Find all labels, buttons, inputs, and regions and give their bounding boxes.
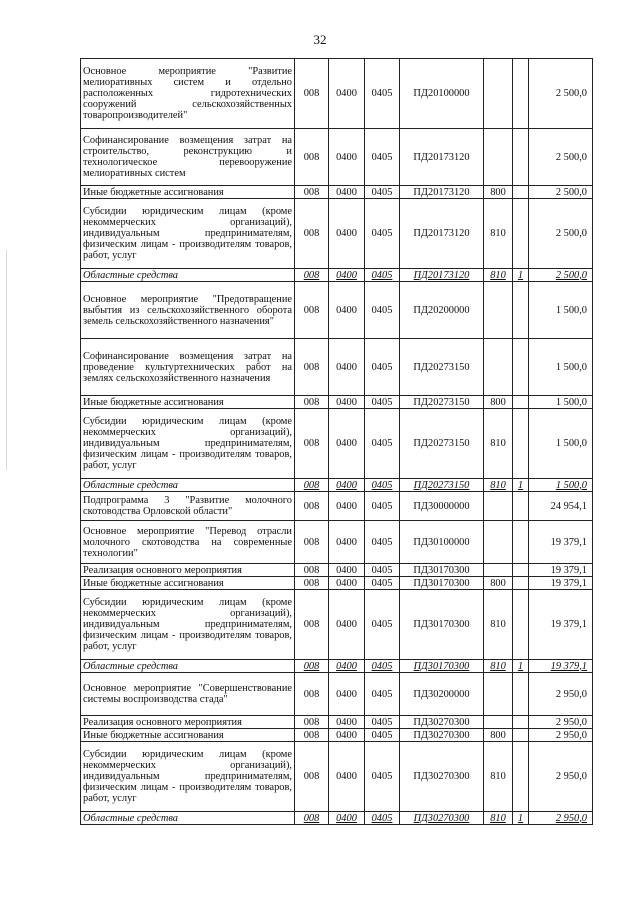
table-row [81, 742, 593, 812]
section-code-cell: 0400 [329, 199, 365, 269]
expense-type-cell [484, 339, 513, 396]
subsection-code-cell: 0405 [365, 590, 400, 660]
subsection-code-cell: 0405 [365, 479, 400, 492]
table-row [81, 716, 593, 729]
subsection-code-cell: 0405 [365, 673, 400, 716]
ministry-code-cell: 008 [295, 729, 329, 742]
funding-source-cell [513, 673, 529, 716]
expense-type-cell [484, 564, 513, 577]
subsection-code-cell: 0405 [365, 59, 400, 129]
expense-type-cell: 800 [484, 186, 513, 199]
subsection-code-cell: 0405 [365, 812, 400, 825]
budget-table [80, 58, 593, 825]
section-code-cell: 0400 [329, 577, 365, 590]
expense-type-cell [484, 59, 513, 129]
table-row [81, 199, 593, 269]
ministry-code-cell: 008 [295, 660, 329, 673]
table-row [81, 673, 593, 716]
row-name-cell: Иные бюджетные ассигнования [81, 577, 295, 590]
section-code-cell: 0400 [329, 673, 365, 716]
target-article-cell: ПД20173120 [400, 129, 484, 186]
table-row [81, 282, 593, 339]
funding-source-cell: 1 [513, 269, 529, 282]
subsection-code-cell: 0405 [365, 492, 400, 521]
target-article-cell: ПД20273150 [400, 409, 484, 479]
ministry-code-cell: 008 [295, 521, 329, 564]
funding-source-cell [513, 129, 529, 186]
expense-type-cell: 810 [484, 590, 513, 660]
target-article-cell: ПД30270300 [400, 716, 484, 729]
expense-type-cell: 810 [484, 660, 513, 673]
amount-cell: 1 500,0 [529, 409, 593, 479]
target-article-cell: ПД20173120 [400, 269, 484, 282]
row-name-cell: Основное мероприятие "Перевод отрасли молочного скотоводства на современные технологии" [81, 521, 295, 564]
scan-margin-line [6, 250, 7, 470]
expense-type-cell: 800 [484, 577, 513, 590]
amount-cell: 1 500,0 [529, 339, 593, 396]
table-row [81, 396, 593, 409]
ministry-code-cell: 008 [295, 742, 329, 812]
subsection-code-cell: 0405 [365, 282, 400, 339]
table-row [81, 59, 593, 129]
section-code-cell: 0400 [329, 492, 365, 521]
expense-type-cell: 810 [484, 269, 513, 282]
table-row [81, 129, 593, 186]
row-name-cell: Областные средства [81, 269, 295, 282]
row-name-cell: Областные средства [81, 479, 295, 492]
ministry-code-cell: 008 [295, 479, 329, 492]
section-code-cell: 0400 [329, 282, 365, 339]
subsection-code-cell: 0405 [365, 129, 400, 186]
subsection-code-cell: 0405 [365, 186, 400, 199]
target-article-cell: ПД30100000 [400, 521, 484, 564]
expense-type-cell [484, 129, 513, 186]
amount-cell: 19 379,1 [529, 564, 593, 577]
table-row [81, 186, 593, 199]
subsection-code-cell: 0405 [365, 742, 400, 812]
expense-type-cell: 800 [484, 396, 513, 409]
subsection-code-cell: 0405 [365, 269, 400, 282]
funding-source-cell: 1 [513, 812, 529, 825]
amount-cell: 19 379,1 [529, 577, 593, 590]
amount-cell: 2 950,0 [529, 742, 593, 812]
section-code-cell: 0400 [329, 660, 365, 673]
section-code-cell: 0400 [329, 590, 365, 660]
row-name-cell: Областные средства [81, 812, 295, 825]
subsection-code-cell: 0405 [365, 577, 400, 590]
table-row [81, 479, 593, 492]
row-name-cell: Субсидии юридическим лицам (кроме некоммерческих организаций), индивидуальным предпринимателям, физическим лицам - производителям товаров, работ, услуг [81, 742, 295, 812]
amount-cell: 2 500,0 [529, 269, 593, 282]
ministry-code-cell: 008 [295, 492, 329, 521]
expense-type-cell [484, 282, 513, 339]
section-code-cell: 0400 [329, 186, 365, 199]
subsection-code-cell: 0405 [365, 199, 400, 269]
funding-source-cell [513, 199, 529, 269]
table-row [81, 492, 593, 521]
ministry-code-cell: 008 [295, 564, 329, 577]
page-number: 32 [313, 32, 327, 47]
target-article-cell: ПД30270300 [400, 812, 484, 825]
target-article-cell: ПД20173120 [400, 186, 484, 199]
funding-source-cell [513, 59, 529, 129]
section-code-cell: 0400 [329, 564, 365, 577]
target-article-cell: ПД20273150 [400, 396, 484, 409]
amount-cell: 2 950,0 [529, 716, 593, 729]
ministry-code-cell: 008 [295, 716, 329, 729]
funding-source-cell [513, 577, 529, 590]
target-article-cell: ПД30270300 [400, 742, 484, 812]
ministry-code-cell: 008 [295, 673, 329, 716]
section-code-cell: 0400 [329, 269, 365, 282]
section-code-cell: 0400 [329, 729, 365, 742]
row-name-cell: Основное мероприятие "Совершенствование системы воспроизводства стада" [81, 673, 295, 716]
table-row [81, 660, 593, 673]
row-name-cell: Реализация основного мероприятия [81, 564, 295, 577]
section-code-cell: 0400 [329, 812, 365, 825]
table-row [81, 339, 593, 396]
ministry-code-cell: 008 [295, 577, 329, 590]
table-row [81, 521, 593, 564]
ministry-code-cell: 008 [295, 590, 329, 660]
amount-cell: 19 379,1 [529, 521, 593, 564]
section-code-cell: 0400 [329, 521, 365, 564]
funding-source-cell [513, 186, 529, 199]
target-article-cell: ПД30170300 [400, 660, 484, 673]
expense-type-cell [484, 673, 513, 716]
section-code-cell: 0400 [329, 59, 365, 129]
target-article-cell: ПД30200000 [400, 673, 484, 716]
ministry-code-cell: 008 [295, 129, 329, 186]
ministry-code-cell: 008 [295, 812, 329, 825]
expense-type-cell: 800 [484, 729, 513, 742]
row-name-cell: Субсидии юридическим лицам (кроме некоммерческих организаций), индивидуальным предпринимателям, физическим лицам - производителям товаров, работ, услуг [81, 590, 295, 660]
expense-type-cell: 810 [484, 199, 513, 269]
funding-source-cell [513, 409, 529, 479]
expense-type-cell: 810 [484, 742, 513, 812]
subsection-code-cell: 0405 [365, 396, 400, 409]
subsection-code-cell: 0405 [365, 660, 400, 673]
section-code-cell: 0400 [329, 742, 365, 812]
section-code-cell: 0400 [329, 396, 365, 409]
row-name-cell: Подпрограмма 3 "Развитие молочного скотоводства Орловской области" [81, 492, 295, 521]
ministry-code-cell: 008 [295, 59, 329, 129]
row-name-cell: Основное мероприятие "Предотвращение выбытия из сельскохозяйственного оборота земель сельскохозяйственного назначения" [81, 282, 295, 339]
ministry-code-cell: 008 [295, 282, 329, 339]
expense-type-cell [484, 521, 513, 564]
row-name-cell: Софинансирование возмещения затрат на проведение культуртехнических работ на землях сельскохозяйственного назначения [81, 339, 295, 396]
funding-source-cell [513, 282, 529, 339]
subsection-code-cell: 0405 [365, 521, 400, 564]
ministry-code-cell: 008 [295, 199, 329, 269]
subsection-code-cell: 0405 [365, 339, 400, 396]
subsection-code-cell: 0405 [365, 716, 400, 729]
target-article-cell: ПД20173120 [400, 199, 484, 269]
amount-cell: 2 950,0 [529, 812, 593, 825]
amount-cell: 2 950,0 [529, 673, 593, 716]
funding-source-cell [513, 339, 529, 396]
section-code-cell: 0400 [329, 409, 365, 479]
section-code-cell: 0400 [329, 479, 365, 492]
table-row [81, 590, 593, 660]
expense-type-cell: 810 [484, 479, 513, 492]
row-name-cell: Иные бюджетные ассигнования [81, 396, 295, 409]
row-name-cell: Основное мероприятие "Развитие мелиоративных систем и отдельно расположенных гидротехнических сооружений сельскохозяйственных товаропроизводителей" [81, 59, 295, 129]
section-code-cell: 0400 [329, 716, 365, 729]
target-article-cell: ПД30170300 [400, 564, 484, 577]
amount-cell: 24 954,1 [529, 492, 593, 521]
ministry-code-cell: 008 [295, 396, 329, 409]
row-name-cell: Реализация основного мероприятия [81, 716, 295, 729]
ministry-code-cell: 008 [295, 269, 329, 282]
target-article-cell: ПД20100000 [400, 59, 484, 129]
funding-source-cell [513, 590, 529, 660]
table-row [81, 409, 593, 479]
expense-type-cell: 810 [484, 812, 513, 825]
ministry-code-cell: 008 [295, 186, 329, 199]
row-name-cell: Софинансирование возмещения затрат на строительство, реконструкцию и технологическое перевооружение мелиоративных систем [81, 129, 295, 186]
amount-cell: 19 379,1 [529, 590, 593, 660]
table-row [81, 812, 593, 825]
expense-type-cell: 810 [484, 409, 513, 479]
target-article-cell: ПД20273150 [400, 339, 484, 396]
table-row [81, 729, 593, 742]
funding-source-cell [513, 492, 529, 521]
row-name-cell: Субсидии юридическим лицам (кроме некоммерческих организаций), индивидуальным предпринимателям, физическим лицам - производителям товаров, работ, услуг [81, 409, 295, 479]
ministry-code-cell: 008 [295, 409, 329, 479]
row-name-cell: Областные средства [81, 660, 295, 673]
amount-cell: 1 500,0 [529, 479, 593, 492]
target-article-cell: ПД20200000 [400, 282, 484, 339]
target-article-cell: ПД20273150 [400, 479, 484, 492]
amount-cell: 19 379,1 [529, 660, 593, 673]
section-code-cell: 0400 [329, 129, 365, 186]
target-article-cell: ПД30170300 [400, 590, 484, 660]
subsection-code-cell: 0405 [365, 409, 400, 479]
expense-type-cell [484, 492, 513, 521]
table-row [81, 577, 593, 590]
funding-source-cell [513, 396, 529, 409]
funding-source-cell [513, 716, 529, 729]
amount-cell: 1 500,0 [529, 282, 593, 339]
amount-cell: 1 500,0 [529, 396, 593, 409]
funding-source-cell: 1 [513, 660, 529, 673]
amount-cell: 2 500,0 [529, 59, 593, 129]
subsection-code-cell: 0405 [365, 564, 400, 577]
section-code-cell: 0400 [329, 339, 365, 396]
amount-cell: 2 500,0 [529, 186, 593, 199]
target-article-cell: ПД30000000 [400, 492, 484, 521]
funding-source-cell [513, 742, 529, 812]
target-article-cell: ПД30270300 [400, 729, 484, 742]
amount-cell: 2 500,0 [529, 129, 593, 186]
target-article-cell: ПД30170300 [400, 577, 484, 590]
funding-source-cell [513, 564, 529, 577]
funding-source-cell [513, 729, 529, 742]
row-name-cell: Иные бюджетные ассигнования [81, 729, 295, 742]
ministry-code-cell: 008 [295, 339, 329, 396]
subsection-code-cell: 0405 [365, 729, 400, 742]
table-row [81, 269, 593, 282]
funding-source-cell: 1 [513, 479, 529, 492]
amount-cell: 2 950,0 [529, 729, 593, 742]
row-name-cell: Субсидии юридическим лицам (кроме некоммерческих организаций), индивидуальным предпринимателям, физическим лицам - производителям товаров, работ, услуг [81, 199, 295, 269]
row-name-cell: Иные бюджетные ассигнования [81, 186, 295, 199]
expense-type-cell [484, 716, 513, 729]
funding-source-cell [513, 521, 529, 564]
table-row [81, 564, 593, 577]
amount-cell: 2 500,0 [529, 199, 593, 269]
